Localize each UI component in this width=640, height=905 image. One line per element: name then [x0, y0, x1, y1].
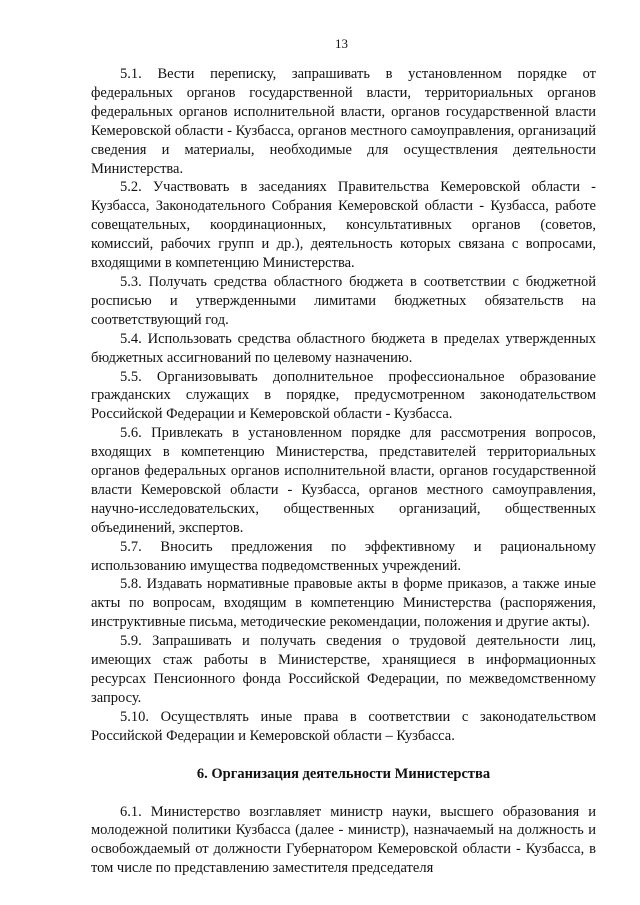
- section-title: 6. Организация деятельности Министерства: [196, 765, 491, 782]
- paragraph-5-4: 5.4. Использовать средства областного бюджета в пределах утвержденных бюджетных ассигнований по целевому назначению.: [91, 330, 596, 366]
- paragraph-5-9: 5.9. Запрашивать и получать сведения о трудовой деятельности лиц, имеющих стаж работы в Министерстве, хранящиеся в информационных ресурсах Пенсионного фонда Российской Федерации, по межведомственному запросу.: [91, 633, 596, 706]
- paragraph-5-7: 5.7. Вносить предложения по эффективному и рациональному использованию имущества подведомственных учреждений.: [91, 538, 596, 574]
- paragraph-6-1: 6.1. Министерство возглавляет министр науки, высшего образования и молодежной политики Кузбасса (далее - министр), назначаемый на должность и освобождаемый от должности Губернатором Кемеровской области - Кузбасса, в том числе по представлению заместителя председателя: [91, 803, 596, 877]
- paragraph-5-1: 5.1. Вести переписку, запрашивать в установленном порядке от федеральных органов государственной власти, территориальных органов федеральных органов исполнительной власти, органов государственной власти Кемеровской области - Кузбасса, органов местного самоуправления, организаций сведения и материалы, необходимые для осуществления деятельности Министерства.: [91, 66, 596, 177]
- paragraph-5-5: 5.5. Организовывать дополнительное профессиональное образование гражданских служащих в порядке, предусмотренном законодательством Российской Федерации и Кемеровской области - Кузбасса.: [91, 368, 596, 423]
- page-number: 13: [335, 36, 348, 51]
- paragraph-5-2: 5.2. Участвовать в заседаниях Правительства Кемеровской области - Кузбасса, Законодательного Собрания Кемеровской области - Кузбасса, работе совещательных, координационных, консультативных органов (советов, комиссий, рабочих групп и др.), деятельность которых связана с вопросами, входящими в компетенцию Министерства.: [91, 179, 596, 272]
- paragraph-5-8: 5.8. Издавать нормативные правовые акты в форме приказов, а также иные акты по вопросам, входящим в компетенцию Министерства (распоряжения, инструктивные письма, методические рекомендации, положения и другие акты).: [91, 576, 596, 631]
- paragraph-5-6: 5.6. Привлекать в установленном порядке для рассмотрения вопросов, входящих в компетенцию Министерства, представителей территориальных органов федеральных органов исполнительной власти, органов государственной власти Кемеровской области - Кузбасса, органов местного самоуправления, научно-исследовательских, общественных организаций, общественных объединений, экспертов.: [91, 425, 596, 536]
- paragraph-5-3: 5.3. Получать средства областного бюджета в соответствии с бюджетной росписью и утвержденными лимитами бюджетных обязательств на соответствующий год.: [91, 273, 596, 328]
- paragraph-5-10: 5.10. Осуществлять иные права в соответствии с законодательством Российской Федерации и Кемеровской области – Кузбасса.: [91, 708, 596, 744]
